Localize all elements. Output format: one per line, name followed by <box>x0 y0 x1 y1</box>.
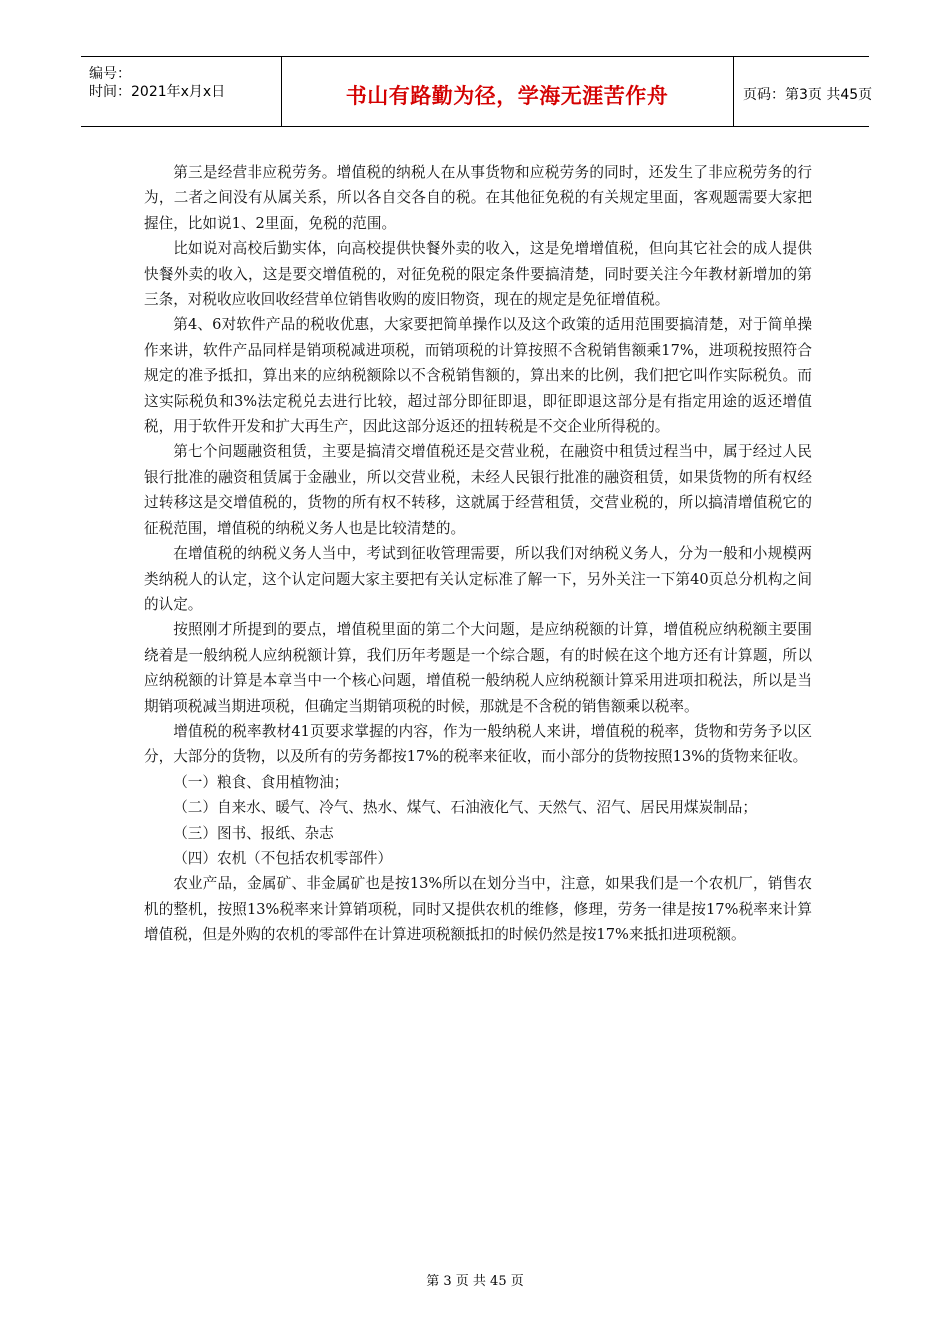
body-paragraph: 按照刚才所提到的要点，增值税里面的第二个大问题，是应纳税额的计算，增值税应纳税额主要围绕着是一般纳税人应纳税额计算，我们历年考题是一个综合题，有的时候在这个地方还有计算题，所以应纳税额的计算是本章当中一个核心问题，增值税一般纳税人应纳税额计算采用进项扣税法，所以是当期销项税减当期进项税，但确定当期销项税的时候，那就是不含税的销售额乘以税率。 <box>144 621 812 715</box>
header-motto: 书山有路勤为径，学海无涯苦作舟 <box>345 84 669 108</box>
body-paragraph: 第七个问题融资租赁，主要是搞清交增值税还是交营业税，在融资中租赁过程当中，属于经过人民银行批准的融资租赁属于金融业，所以交营业税，未经人民银行批准的融资租赁，如果货物的所有权经过转移这是交增值税的，货物的所有权不转移，这就属于经营租赁，交营业税的，所以搞清增值税它的征税范围，增值税的纳税义务人也是比较清楚的。 <box>144 443 812 537</box>
body-paragraph: 增值税的税率教材41页要求掌握的内容，作为一般纳税人来讲，增值税的税率，货物和劳务予以区分，大部分的货物，以及所有的劳务都按17%的税率来征收，而小部分的货物按照13%的货物来征收。 <box>144 722 812 766</box>
body-paragraph: 第4、6对软件产品的税收优惠，大家要把简单操作以及这个政策的适用范围要搞清楚，对于简单操作来讲，软件产品同样是销项税减进项税，而销项税的计算按照不含税销售额乘17%，进项税按照符合规定的准予抵扣，算出来的应纳税额除以不含税销售额的，算出来的比例，我们把它叫作实际税负。而这实际税负和3%法定税兑去进行比较，超过部分即征即退，即征即退这部分是有指定用途的返还增值税，用于软件开发和扩大再生产，因此这部分返还的扭转税是不交企业所得税的。 <box>144 316 812 436</box>
document-number-label: 编号： <box>89 66 131 82</box>
body-paragraph: 农业产品，金属矿、非金属矿也是按13%所以在划分当中，注意，如果我们是一个农机厂，销售农机的整机，按照13%税率来计算销项税，同时又提供农机的维修，修理，劳务一律是按17%税率来计算增值税，但是外购的农机的零部件在计算进项税额抵扣的时候仍然是按17%来抵扣进项税额。 <box>144 875 812 944</box>
list-item: （三）图书、报纸、杂志 <box>173 824 334 842</box>
page-header <box>81 56 873 127</box>
header-motto-cell <box>281 57 734 126</box>
document-time-label: 时间：2021年x月x日 <box>89 84 226 100</box>
body-paragraph: 在增值税的纳税义务人当中，考试到征收管理需要，所以我们对纳税义务人，分为一般和小规模两类纳税人的认定，这个认定问题大家主要把有关认定标准了解一下，另外关注一下第40页总分机构之间的认定。 <box>144 545 812 613</box>
list-item: （一）粮食、食用植物油； <box>173 773 349 791</box>
header-page-info: 页码：第3页 共45页 <box>743 87 873 103</box>
list-item: （二）自来水、暖气、冷气、热水、煤气、石油液化气、天然气、沼气、居民用煤炭制品； <box>173 799 757 817</box>
body-paragraph: 比如说对高校后勤实体，向高校提供快餐外卖的收入，这是免增增值税，但向其它社会的成人提供快餐外卖的收入，这是要交增值税的，对征免税的限定条件要搞清楚，同时要关注今年教材新增加的第三条，对税收应收回收经营单位销售收购的废旧物资，现在的规定是免征增值税。 <box>144 240 812 309</box>
body-paragraph: 第三是经营非应税劳务。增值税的纳税人在从事货物和应税劳务的同时，还发生了非应税劳务的行为，二者之间没有从属关系，所以各自交各自的税。在其他征免税的有关规定里面，客观题需要大家把握住，比如说1、2里面，免税的范围。 <box>144 164 812 232</box>
list-item: （四）农机（不包括农机零部件） <box>173 849 393 867</box>
header-page-cell <box>733 57 873 126</box>
header-info-cell <box>81 57 282 126</box>
document-body <box>144 160 812 948</box>
page-footer: 第 3 页 共 45 页 <box>426 1274 524 1289</box>
